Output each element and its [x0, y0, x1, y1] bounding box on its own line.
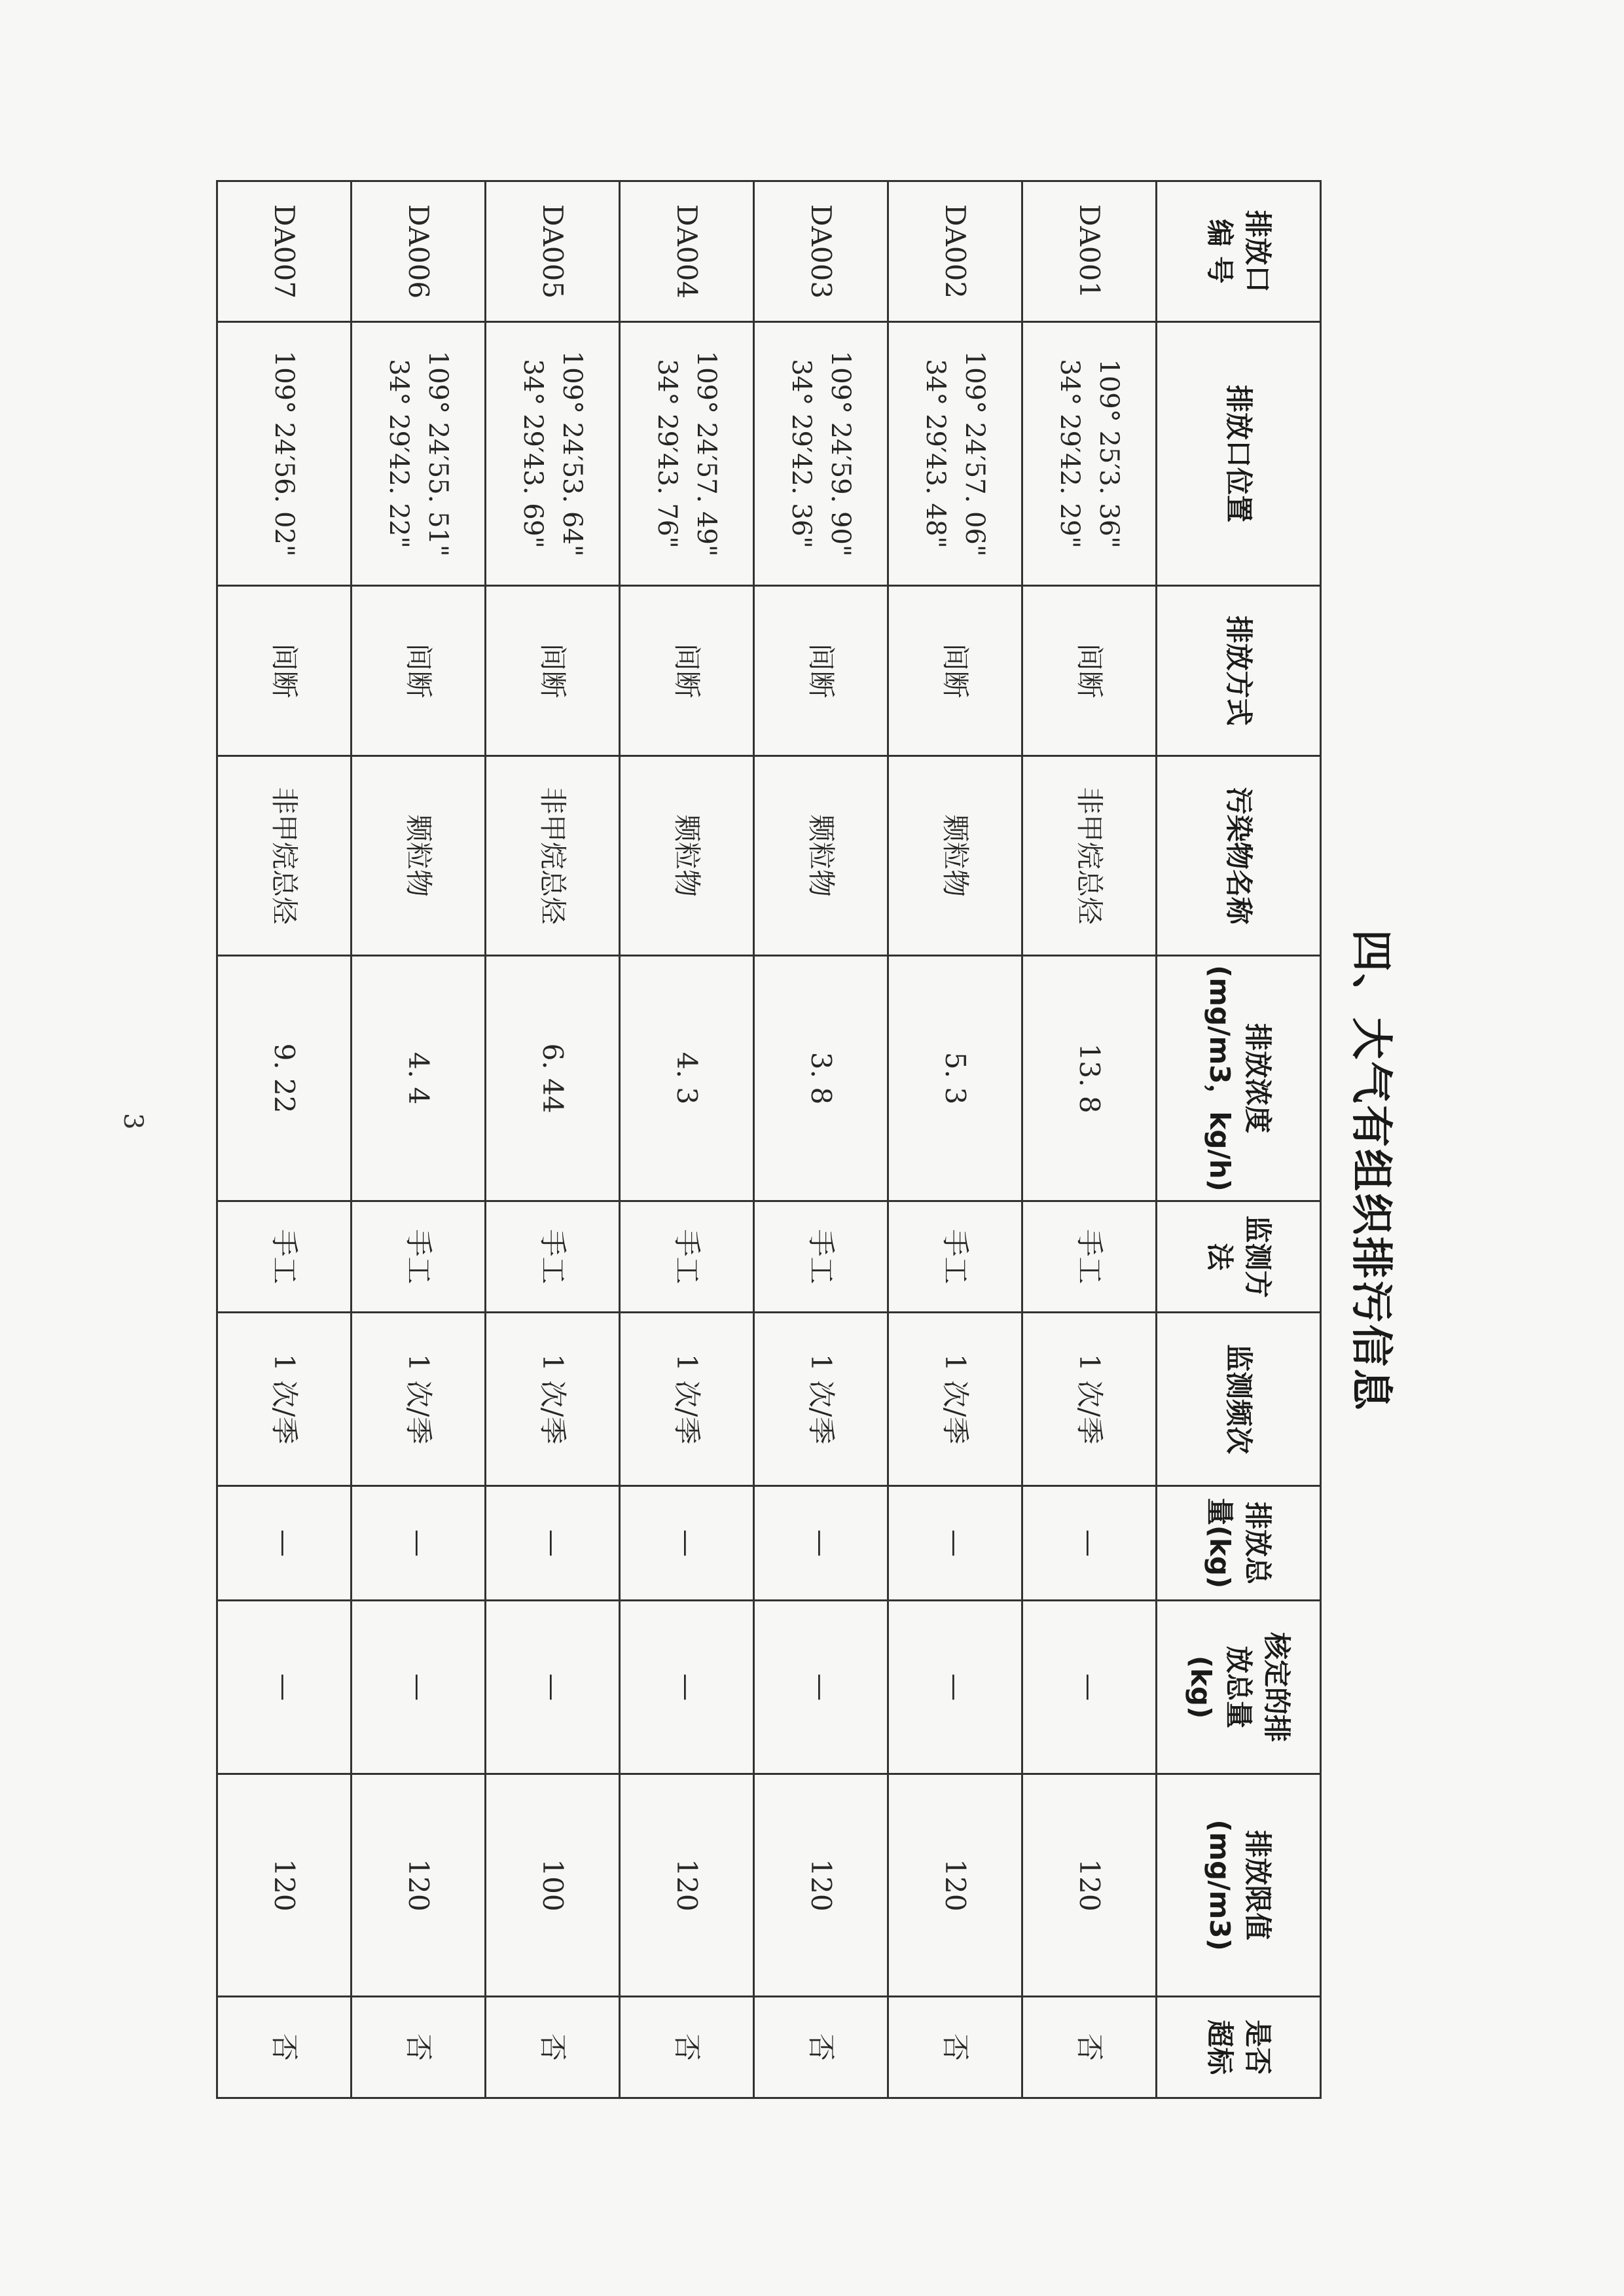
- location-cell: [486, 322, 620, 586]
- header-cell: [1157, 586, 1321, 756]
- latitude-text: 34° 29′42. 36": [786, 359, 816, 549]
- freq-cell: 1 次/季: [486, 1313, 620, 1486]
- header-cell: [1157, 1486, 1321, 1601]
- latitude-text: 34° 29′43. 48": [920, 359, 950, 549]
- id-cell: DA006: [352, 181, 486, 322]
- approved-cell: —: [486, 1601, 620, 1774]
- header-text: (mg/m3，kg/h): [1204, 965, 1236, 1192]
- method-cell: 手工: [217, 1201, 352, 1313]
- freq-cell: 1 次/季: [352, 1313, 486, 1486]
- limit-cell: 100: [486, 1774, 620, 1997]
- method-cell: 手工: [888, 1201, 1022, 1313]
- freq-cell: 1 次/季: [754, 1313, 888, 1486]
- limit-cell: 120: [620, 1774, 754, 1997]
- location-cell: [888, 322, 1022, 586]
- limit-cell: 120: [888, 1774, 1022, 1997]
- pollutant-cell: 非甲烷总烃: [1022, 756, 1157, 956]
- header-text: 是否: [1242, 2019, 1274, 2075]
- conc-cell: 13. 8: [1022, 956, 1157, 1201]
- total-cell: —: [754, 1486, 888, 1601]
- header-text: (mg/m3): [1204, 1819, 1236, 1951]
- pollutant-cell: 非甲烷总烃: [217, 756, 352, 956]
- freq-cell: 1 次/季: [1022, 1313, 1157, 1486]
- header-text: 排放口位置: [1223, 384, 1255, 522]
- exceed-cell: 否: [486, 1997, 620, 2098]
- id-cell: DA007: [217, 181, 352, 322]
- pollutant-cell: 颗粒物: [620, 756, 754, 956]
- header-text: 排放限值: [1242, 1830, 1274, 1941]
- table-row: [1022, 181, 1157, 2098]
- longitude-text: 109° 24′57. 49": [691, 350, 721, 557]
- total-cell: —: [620, 1486, 754, 1601]
- limit-cell: 120: [352, 1774, 486, 1997]
- header-cell: [1157, 1774, 1321, 1997]
- location-cell: [754, 322, 888, 586]
- id-cell: DA003: [754, 181, 888, 322]
- approved-cell: —: [352, 1601, 486, 1774]
- header-cell: [1157, 956, 1321, 1201]
- table-row: [754, 181, 888, 2098]
- mode-cell: 间断: [620, 586, 754, 756]
- exceed-cell: 否: [620, 1997, 754, 2098]
- id-cell: DA001: [1022, 181, 1157, 322]
- conc-cell: 6. 44: [486, 956, 620, 1201]
- header-text: 排放浓度: [1242, 1023, 1274, 1133]
- header-text: 污染物名称: [1223, 786, 1255, 924]
- exceed-cell: 否: [888, 1997, 1022, 2098]
- header-text: 放总量: [1223, 1645, 1255, 1728]
- id-cell: DA005: [486, 181, 620, 322]
- exceed-cell: 否: [754, 1997, 888, 2098]
- longitude-text: 109° 25′3. 36": [1094, 359, 1124, 549]
- header-cell: [1157, 322, 1321, 586]
- pollutant-cell: 颗粒物: [888, 756, 1022, 956]
- total-cell: —: [352, 1486, 486, 1601]
- conc-cell: 4. 3: [620, 956, 754, 1201]
- conc-cell: 5. 3: [888, 956, 1022, 1201]
- page-number: 3: [118, 1113, 148, 1130]
- mode-cell: 间断: [888, 586, 1022, 756]
- header-cell: [1157, 1201, 1321, 1313]
- pollutant-cell: 颗粒物: [352, 756, 486, 956]
- header-text: 排放口: [1242, 210, 1274, 293]
- longitude-text: 109° 24′59. 90": [825, 350, 856, 557]
- location-cell: [217, 322, 352, 586]
- method-cell: 手工: [620, 1201, 754, 1313]
- document-title: 四、大气有组织排污信息: [1346, 930, 1395, 1412]
- conc-cell: 9. 22: [217, 956, 352, 1201]
- limit-cell: 120: [754, 1774, 888, 1997]
- id-cell: DA002: [888, 181, 1022, 322]
- approved-cell: —: [1022, 1601, 1157, 1774]
- exceed-cell: 否: [352, 1997, 486, 2098]
- header-text: 编 号: [1204, 219, 1236, 284]
- exceed-cell: 否: [1022, 1997, 1157, 2098]
- approved-cell: —: [217, 1601, 352, 1774]
- approved-cell: —: [620, 1601, 754, 1774]
- header-text: 监测频次: [1223, 1343, 1255, 1454]
- freq-cell: 1 次/季: [888, 1313, 1022, 1486]
- mode-cell: 间断: [486, 586, 620, 756]
- approved-cell: —: [754, 1601, 888, 1774]
- table-row: [217, 181, 352, 2098]
- latitude-text: 34° 29′43. 69": [518, 359, 548, 549]
- longitude-text: 109° 24′55. 51": [423, 350, 453, 557]
- method-cell: 手工: [352, 1201, 486, 1313]
- total-cell: —: [217, 1486, 352, 1601]
- mode-cell: 间断: [352, 586, 486, 756]
- method-cell: 手工: [486, 1201, 620, 1313]
- freq-cell: 1 次/季: [217, 1313, 352, 1486]
- pollutant-cell: 颗粒物: [754, 756, 888, 956]
- header-row: [1157, 181, 1321, 2098]
- id-cell: DA004: [620, 181, 754, 322]
- header-text: 量(kg): [1204, 1497, 1236, 1589]
- longitude-text: 109° 24′56. 02": [269, 350, 299, 557]
- location-cell: [352, 322, 486, 586]
- header-text: (kg): [1185, 1655, 1217, 1719]
- table-row: [620, 181, 754, 2098]
- table-row: [486, 181, 620, 2098]
- header-text: 排放方式: [1223, 615, 1255, 726]
- conc-cell: 4. 4: [352, 956, 486, 1201]
- header-text: 监测方: [1242, 1215, 1274, 1298]
- header-cell: [1157, 181, 1321, 322]
- total-cell: —: [888, 1486, 1022, 1601]
- latitude-text: 34° 29′42. 29": [1055, 359, 1085, 549]
- method-cell: 手工: [754, 1201, 888, 1313]
- header-text: 法: [1204, 1243, 1236, 1271]
- mode-cell: 间断: [754, 586, 888, 756]
- header-cell: [1157, 1601, 1321, 1774]
- limit-cell: 120: [1022, 1774, 1157, 1997]
- location-cell: [620, 322, 754, 586]
- header-text: 超标: [1204, 2019, 1236, 2075]
- header-cell: [1157, 1997, 1321, 2098]
- table-row: [352, 181, 486, 2098]
- mode-cell: 间断: [217, 586, 352, 756]
- header-cell: [1157, 1313, 1321, 1486]
- emissions-table: [216, 180, 1322, 2099]
- header-text: 排放总: [1242, 1501, 1274, 1584]
- mode-cell: 间断: [1022, 586, 1157, 756]
- latitude-text: 34° 29′43. 76": [652, 359, 682, 549]
- total-cell: —: [486, 1486, 620, 1601]
- conc-cell: 3. 8: [754, 956, 888, 1201]
- header-cell: [1157, 756, 1321, 956]
- exceed-cell: 否: [217, 1997, 352, 2098]
- table-row: [888, 181, 1022, 2098]
- longitude-text: 109° 24′57. 06": [960, 350, 990, 557]
- approved-cell: —: [888, 1601, 1022, 1774]
- header-text: 核定的排: [1261, 1631, 1293, 1742]
- total-cell: —: [1022, 1486, 1157, 1601]
- method-cell: 手工: [1022, 1201, 1157, 1313]
- freq-cell: 1 次/季: [620, 1313, 754, 1486]
- limit-cell: 120: [217, 1774, 352, 1997]
- latitude-text: 34° 29′42. 22": [384, 359, 414, 549]
- pollutant-cell: 非甲烷总烃: [486, 756, 620, 956]
- location-cell: [1022, 322, 1157, 586]
- longitude-text: 109° 24′53. 64": [557, 350, 587, 557]
